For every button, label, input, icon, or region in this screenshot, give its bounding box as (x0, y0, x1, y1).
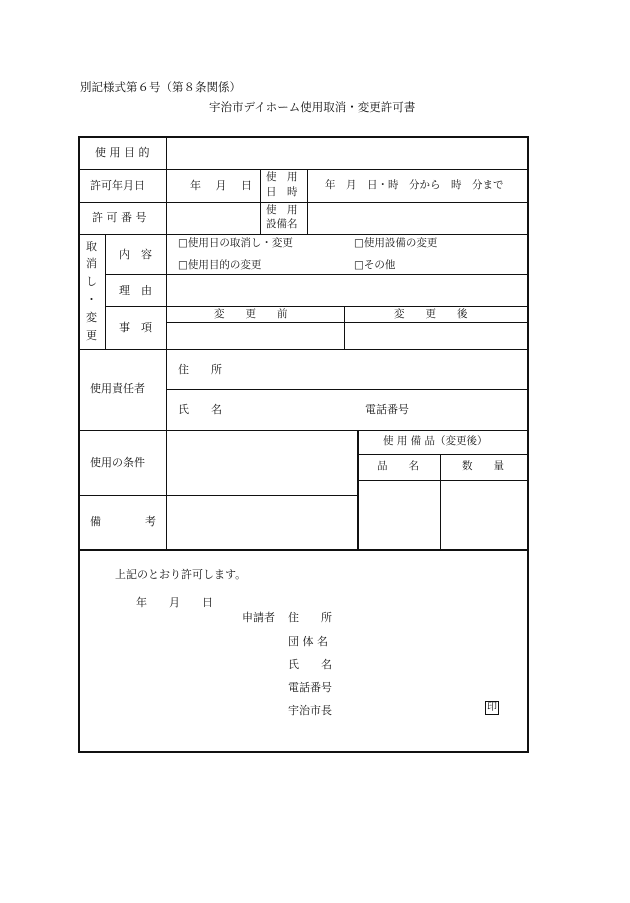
applicant-phone-label: 電話番号 (288, 681, 332, 694)
option-change-purpose[interactable]: □使用目的の変更 (178, 259, 262, 271)
applicant-org-label: 団 体 名 (288, 635, 328, 648)
facility-label-2: 設備名 (266, 218, 298, 230)
purpose-label: 使 用 目 的 (95, 146, 150, 159)
cancel-side-char: ・ (86, 293, 97, 306)
quantity-label: 数 量 (462, 460, 504, 472)
rule (79, 169, 527, 170)
facility-label-1: 使 用 (266, 204, 298, 216)
permit-date-value: 年 月 日 (190, 179, 252, 192)
responsible-address-label: 住 所 (178, 363, 222, 376)
option-cancel-use-date[interactable]: □使用日の取消し・変更 (178, 237, 293, 249)
rule-v (166, 136, 167, 550)
rule (166, 322, 527, 323)
option-change-facility[interactable]: □使用設備の変更 (354, 237, 438, 249)
rule (105, 306, 527, 307)
rule-v (260, 169, 261, 234)
responsible-label: 使用責任者 (90, 382, 145, 395)
rule (359, 480, 527, 481)
responsible-phone-label: 電話番号 (365, 403, 409, 416)
permit-number-label: 許 可 番 号 (92, 211, 147, 224)
applicant-label: 申請者 (242, 611, 275, 624)
responsible-name-label: 氏 名 (178, 403, 222, 416)
rule (105, 274, 527, 275)
seal-mark: 印 (487, 702, 497, 713)
rule-thick (79, 549, 528, 551)
frame-bottom (78, 751, 529, 753)
rule (359, 454, 527, 455)
frame-top (78, 136, 529, 138)
rule-v (307, 169, 308, 234)
rule (79, 430, 359, 431)
frame-left (78, 136, 80, 753)
permission-date: 年 月 日 (136, 596, 213, 609)
form-number: 別記様式第６号（第８条関係） (80, 80, 241, 94)
equipment-header: 使 用 備 品（変更後） (383, 435, 488, 447)
remarks-label: 備 考 (90, 515, 156, 528)
form-title: 宇治市デイホーム使用取消・変更許可書 (209, 100, 416, 114)
mayor-label: 宇治市長 (288, 704, 332, 717)
conditions-label: 使用の条件 (90, 456, 145, 469)
cancel-side-char: 消 (86, 257, 97, 270)
applicant-name-label: 氏 名 (288, 658, 332, 671)
permit-date-label: 許可年月日 (90, 179, 145, 192)
rule (166, 389, 527, 390)
permission-statement: 上記のとおり許可します。 (115, 568, 247, 581)
rule-v (344, 306, 345, 349)
use-datetime-value: 年 月 日・時 分から 時 分まで (325, 179, 504, 191)
cancel-side-char: し (86, 275, 97, 288)
rule-v (440, 454, 441, 550)
use-datetime-label-1: 使 用 (266, 171, 298, 183)
items-label: 事 項 (119, 321, 152, 334)
cancel-side-char: 更 (86, 329, 97, 342)
content-label: 内 容 (119, 248, 152, 261)
rule-v-thick (357, 430, 359, 550)
after-change-label: 変 更 後 (394, 308, 468, 320)
reason-label: 理 由 (119, 284, 152, 297)
cancel-side-char: 変 (86, 311, 97, 324)
rule (79, 202, 527, 203)
rule (79, 349, 527, 350)
rule-v (105, 234, 106, 349)
rule (79, 495, 359, 496)
applicant-address-label: 住 所 (288, 611, 332, 624)
frame-right (527, 136, 529, 753)
item-name-label: 品 名 (377, 460, 419, 472)
use-datetime-label-2: 日 時 (266, 186, 298, 198)
rule (359, 430, 527, 431)
before-change-label: 変 更 前 (214, 308, 288, 320)
option-other[interactable]: □その他 (354, 259, 396, 271)
cancel-side-char: 取 (86, 240, 97, 253)
rule (79, 234, 527, 235)
